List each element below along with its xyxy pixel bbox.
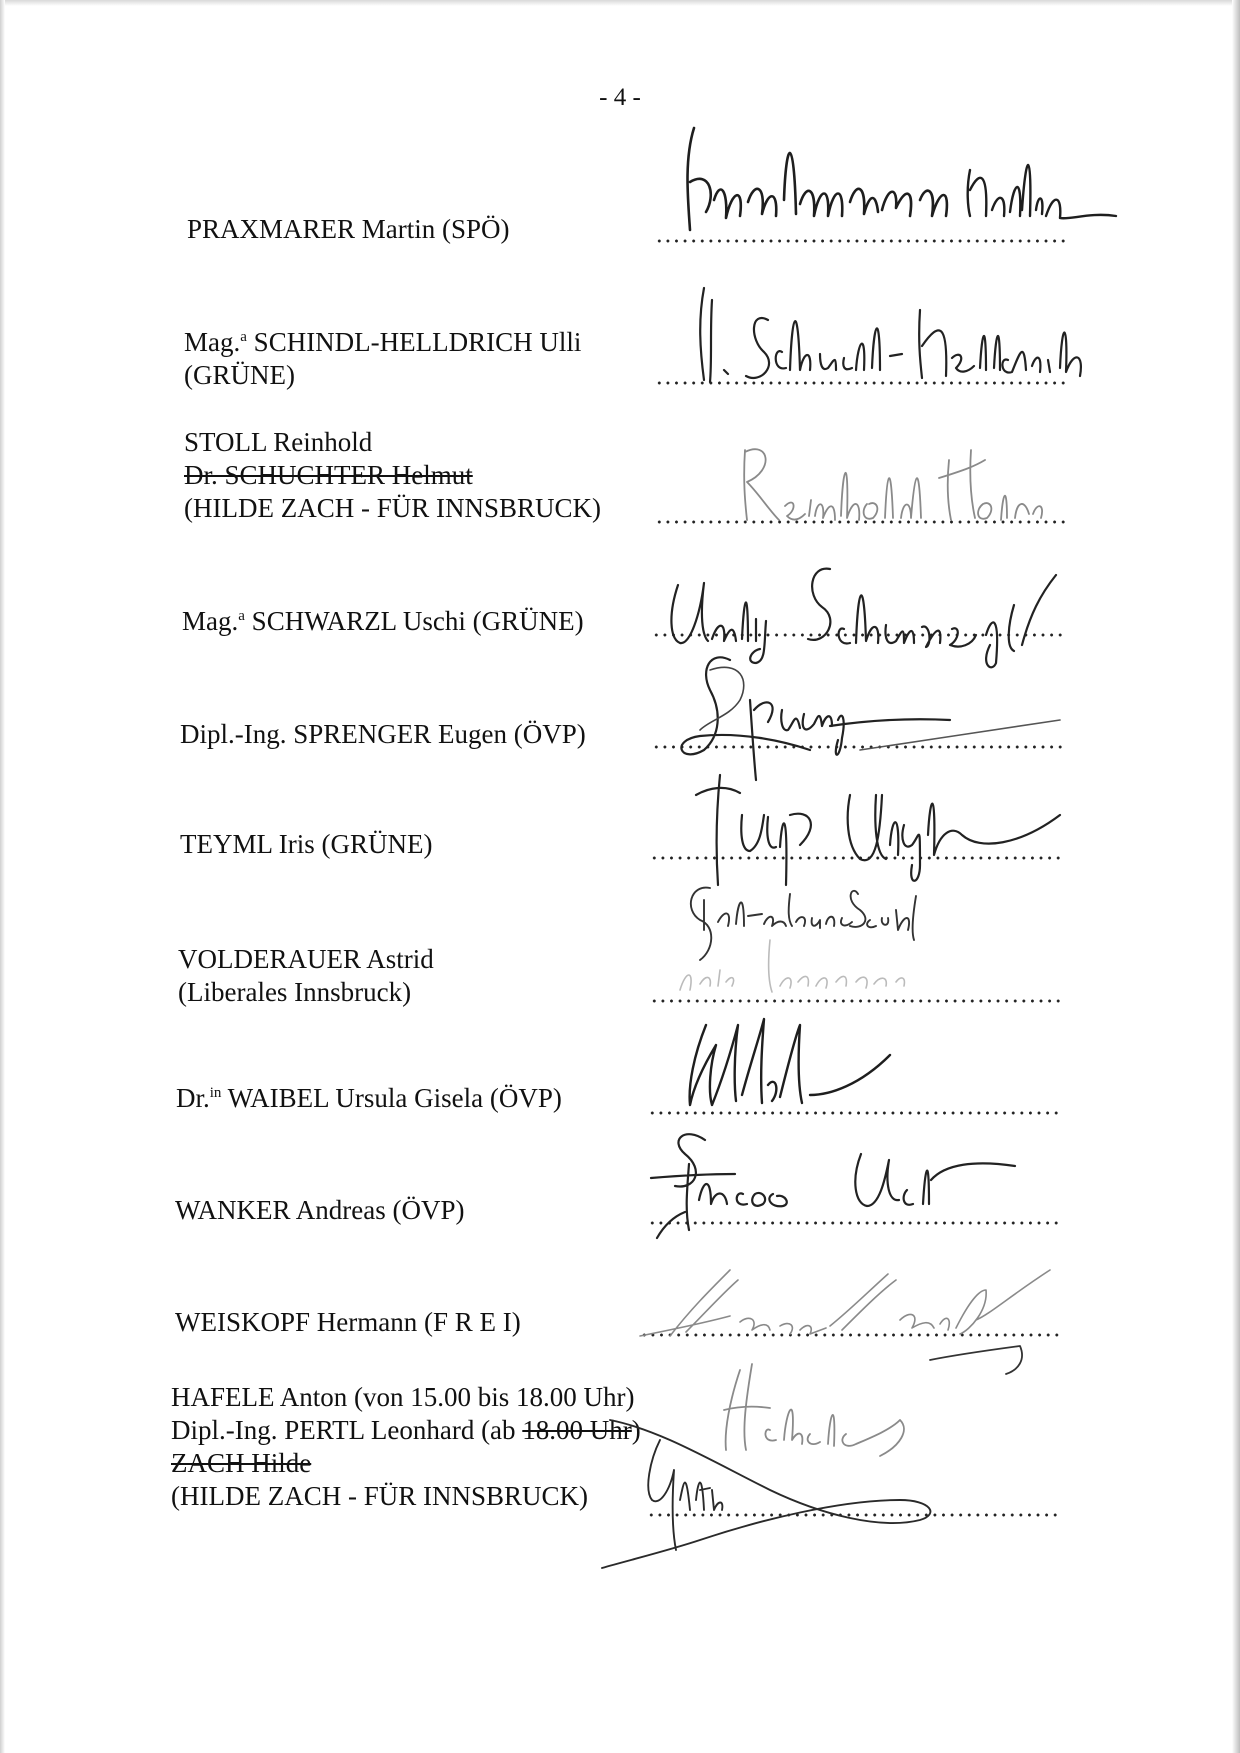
entry-hafele-pertl (171, 1381, 641, 1513)
entry-name: Dipl.-Ing. PERTL Leonhard (ab 18.00 Uhr) (171, 1415, 641, 1445)
signature-stoll (735, 430, 1055, 530)
struck-time: 18.00 Uhr (522, 1415, 632, 1445)
entry-name: Mag.$^a$ SCHWARZL Uschi (GRÜNE) (182, 606, 584, 636)
struck-name: ZACH Hilde (171, 1448, 312, 1478)
entry-party: (Liberales Innsbruck) (178, 977, 412, 1007)
entry-name: Dipl.-Ing. SPRENGER Eugen (ÖVP) (180, 719, 586, 749)
scan-edge-right (1232, 0, 1240, 1753)
entry-stoll (184, 426, 601, 525)
entry-schindl (184, 326, 581, 392)
scan-edge-top (0, 0, 1240, 6)
entry-name: PRAXMARER Martin (SPÖ) (187, 214, 510, 244)
signature-volderauer (660, 870, 1060, 1010)
entry-teyml (180, 828, 432, 861)
entry-party: (HILDE ZACH - FÜR INNSBRUCK) (171, 1481, 588, 1511)
entry-name: WANKER Andreas (ÖVP) (175, 1195, 465, 1225)
entry-praxmarer (187, 213, 510, 246)
signature-schindl (690, 280, 1100, 400)
signature-hafele-pertl (600, 1350, 1040, 1570)
entry-schwarzl (182, 605, 584, 638)
entry-weiskopf (175, 1306, 521, 1339)
entry-wanker (175, 1194, 464, 1227)
scan-edge-left (0, 0, 5, 1753)
entry-name: Dr.$^{in}$ WAIBEL Ursula Gisela (ÖVP) (176, 1083, 562, 1113)
entry-name: TEYML Iris (GRÜNE) (180, 829, 433, 859)
entry-name: VOLDERAUER Astrid (178, 944, 434, 974)
struck-name: Dr. SCHUCHTER Helmut (184, 460, 473, 490)
entry-name: STOLL Reinhold (184, 427, 373, 457)
entry-party: (HILDE ZACH - FÜR INNSBRUCK) (184, 493, 601, 523)
signature-wanker (645, 1120, 1075, 1240)
entry-volderauer (178, 943, 434, 1009)
signature-praxmarer (670, 120, 1130, 250)
signature-waibel (680, 1005, 910, 1115)
entry-name: Mag.$^a$ SCHINDL-HELLDRICH Ulli (184, 327, 582, 357)
page-number: - 4 - (599, 84, 641, 111)
entry-waibel (176, 1082, 562, 1115)
entry-name: HAFELE Anton (von 15.00 bis 18.00 Uhr) (171, 1382, 635, 1412)
entry-party: (GRÜNE) (184, 360, 295, 390)
entry-name: WEISKOPF Hermann (F R E I) (175, 1307, 521, 1337)
entry-sprenger (180, 718, 586, 751)
